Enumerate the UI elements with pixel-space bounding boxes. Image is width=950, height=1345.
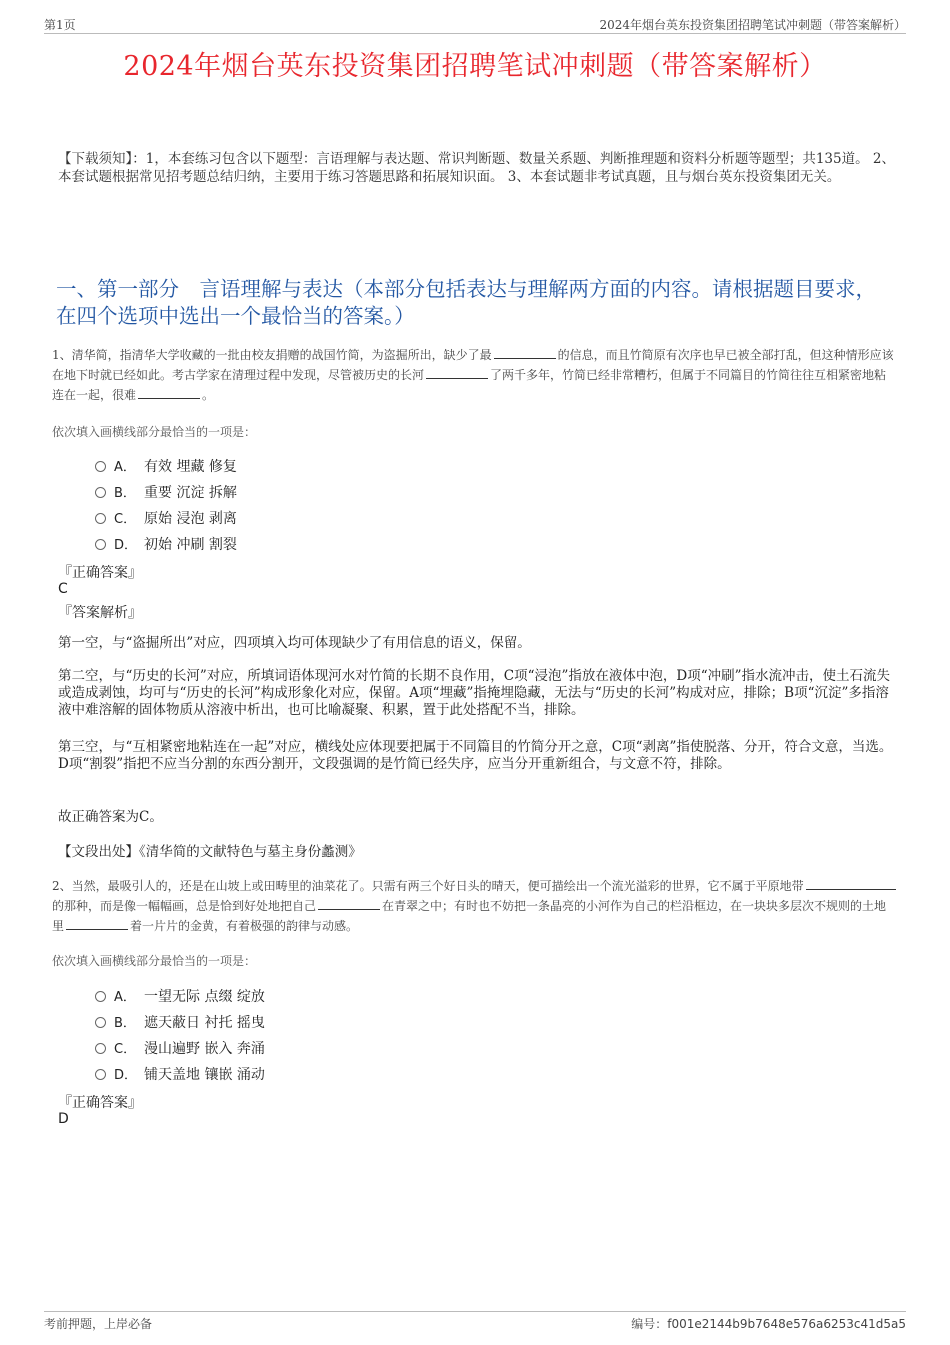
q2-blank-2 (318, 897, 380, 910)
page-header (44, 13, 906, 34)
q1-analysis-conclusion: 故正确答案为C。 (58, 809, 163, 825)
question-1-text (52, 345, 898, 405)
radio-icon[interactable] (95, 539, 106, 550)
download-notice: 【下载须知】：1，本套练习包含以下题型：言语理解与表达题、常识判断题、数量关系题、判断推理题和资料分析题等题型；共135道。 2、本套试题根据常见招考题总结归纳，主要用于练习答题思路和拓展知识面。 3、本套试题非考试真题，且与烟台英东投资集团无关。 (58, 151, 895, 185)
q1-analysis-para-2: 第二空，与“历史的长河”对应，所填词语体现河水对竹简的长期不良作用，C项“浸泡”指放在液体中泡，D项“冲刷”指水流冲击，使土石流失或造成剥蚀，均可与“历史的长河”构成形象化对应，保留。A项“埋藏”指掩埋隐藏，无法与“历史的长河”构成对应，排除；B项“沉淀”多指溶液中难溶解的固体物质从溶液中析出，也可比喻凝聚、积累，置于此处搭配不当，排除。 (58, 668, 891, 718)
q1-analysis-label: 『答案解析』 (58, 605, 142, 621)
q2-option-d[interactable]: D． 铺天盖地 镶嵌 涌动 (95, 1064, 265, 1084)
q1-analysis-para-3: 第三空，与“互相紧密地粘连在一起”对应，横线处应体现要把属于不同篇目的竹简分开之意，C项“剥离”指使脱落、分开，符合文意，当选。D项“割裂”指把不应当分割的东西分割开，文段强调的是竹简已经失序，应当分开重新组合，与文意不符，排除。 (58, 739, 893, 772)
q2-correct-label: 『正确答案』 (58, 1095, 142, 1111)
q2-text-part2: 的那种，而是像一幅幅画，总是恰到好处地把自己 (52, 899, 317, 913)
q1-blank-3 (138, 386, 200, 399)
q1-option-a[interactable]: A． 有效 埋藏 修复 (95, 456, 237, 476)
q1-option-d[interactable]: D． 初始 冲刷 割裂 (95, 534, 237, 554)
q2-instruction: 依次填入画横线部分最恰当的一项是： (52, 954, 257, 968)
document-title: 2024年烟台英东投资集团招聘笔试冲刺题（带答案解析） (123, 51, 827, 82)
q1-text-part3: 了两千多年，竹简已经非常糟朽，但属于不同篇目的竹简往往互相紧密地粘连在一起，很难 (52, 368, 887, 402)
q2-option-b[interactable]: B． 遮天蔽日 衬托 摇曳 (95, 1012, 265, 1032)
q2-option-a[interactable]: A． 一望无际 点缀 绽放 (95, 986, 265, 1006)
q2-text-part3: 在青翠之中；有时也不妨把一条晶亮的小河作为自己的栏沿框边，在一块块多层次不规则的土地里 (52, 899, 887, 933)
q1-text-part2: 的信息，而且竹简原有次序也早已被全部打乱，但这种情形应该在地下时就已经如此。考古学家在清理过程中发现，尽管被历史的长河 (52, 348, 894, 382)
q1-option-c[interactable]: C． 原始 浸泡 剥离 (95, 508, 237, 528)
q1-text-part1: 1、清华简，指清华大学收藏的一批由校友捐赠的战国竹简，为盗掘所出，缺少了最 (52, 348, 492, 362)
q2-blank-3 (66, 917, 128, 930)
q1-text-part4: 。 (202, 388, 215, 402)
radio-icon[interactable] (95, 1069, 106, 1080)
radio-icon[interactable] (95, 487, 106, 498)
radio-icon[interactable] (95, 513, 106, 524)
page-number: 第1页 (44, 18, 76, 32)
header-doc-title: 2024年烟台英东投资集团招聘笔试冲刺题（带答案解析） (599, 18, 906, 32)
q2-blank-1 (806, 877, 896, 890)
q1-source: 【文段出处】《清华简的文献特色与墓主身份蠡测》 (58, 844, 362, 860)
radio-icon[interactable] (95, 991, 106, 1002)
footer-code: 编号：f001e2144b9b7648e576a6253c41d5a5 (631, 1317, 906, 1331)
question-2-text (52, 876, 898, 936)
section-heading: 一、第一部分 言语理解与表达（本部分包括表达与理解两方面的内容。请根据题目要求，在四个选项中选出一个最恰当的答案。） (56, 277, 876, 328)
radio-icon[interactable] (95, 461, 106, 472)
footer-slogan: 考前押题，上岸必备 (44, 1317, 153, 1331)
q1-correct-answer: C (58, 581, 68, 597)
radio-icon[interactable] (95, 1017, 106, 1028)
q1-blank-2 (426, 366, 488, 379)
q2-text-part1: 2、当然，最吸引人的，还是在山坡上或田畴里的油菜花了。只需有两三个好日头的晴天，便可描绘出一个流光溢彩的世界，它不属于平原地带 (52, 879, 804, 893)
q1-option-b[interactable]: B． 重要 沉淀 拆解 (95, 482, 237, 502)
q1-blank-1 (494, 346, 556, 359)
q1-instruction: 依次填入画横线部分最恰当的一项是： (52, 425, 257, 439)
q2-text-part4: 着一片片的金黄，有着极强的韵律与动感。 (130, 919, 359, 933)
radio-icon[interactable] (95, 1043, 106, 1054)
q2-option-c[interactable]: C． 漫山遍野 嵌入 奔涌 (95, 1038, 265, 1058)
q1-analysis-para-1: 第一空，与“盗掘所出”对应，四项填入均可体现缺少了有用信息的语义，保留。 (58, 635, 531, 651)
q2-correct-answer: D (58, 1111, 69, 1127)
page-footer (44, 1311, 906, 1331)
q1-correct-label: 『正确答案』 (58, 565, 142, 581)
